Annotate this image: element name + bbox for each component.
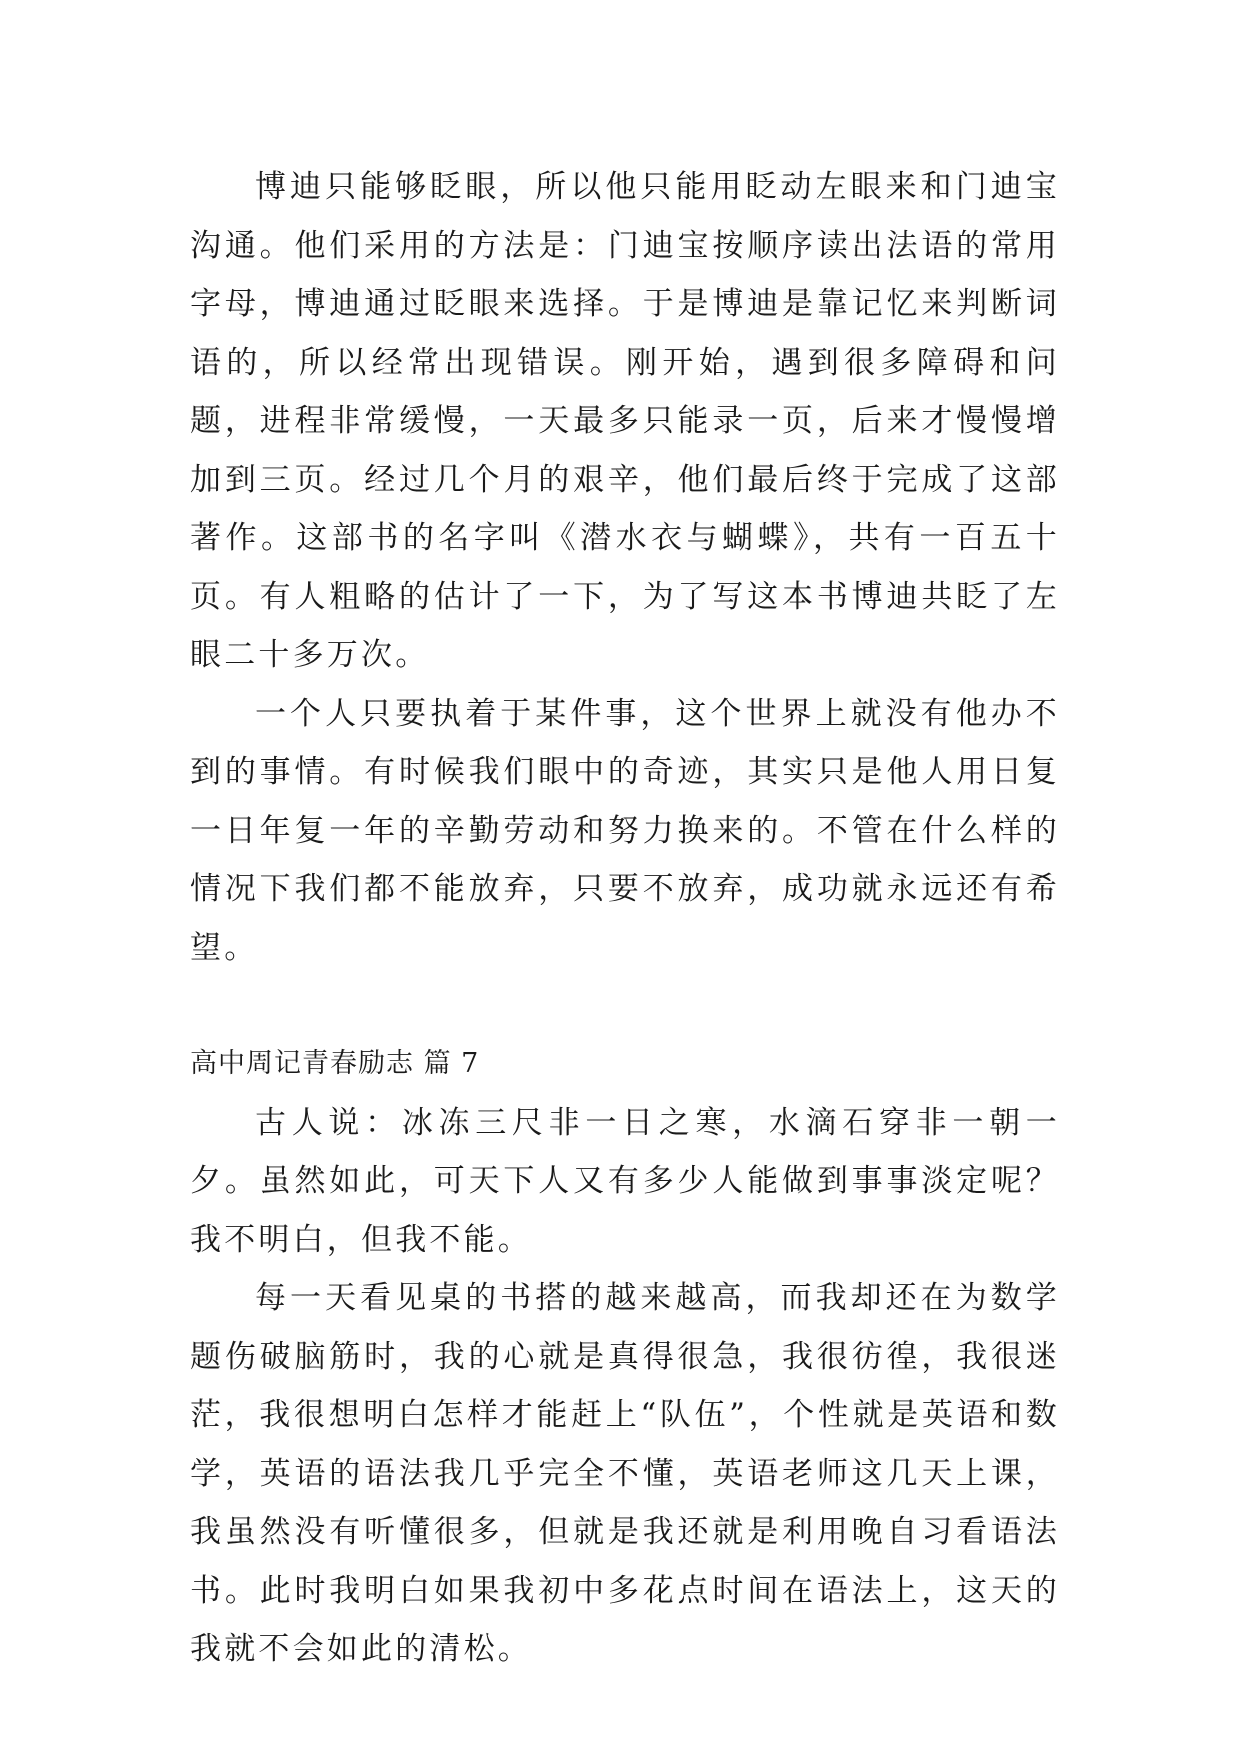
document-body bbox=[190, 158, 1060, 1679]
paragraph-bodi-communication: 博迪只能够眨眼，所以他只能用眨动左眼来和门迪宝沟通。他们采用的方法是：门迪宝按顺序读出法语的常用字母，博迪通过眨眼来选择。于是博迪是靠记忆来判断词语的，所以经常出现错误。刚开始，遇到很多障碍和问题，进程非常缓慢，一天最多只能录一页，后来才慢慢增加到三页。经过几个月的艰辛，他们最后终于完成了这部著作。这部书的名字叫《潜水衣与蝴蝶》，共有一百五十页。有人粗略的估计了一下，为了写这本书博迪共眨了左眼二十多万次。 bbox=[190, 169, 1060, 673]
paragraph-persistence: 一个人只要执着于某件事，这个世界上就没有他办不到的事情。有时候我们眼中的奇迹，其实只是他人用日复一日年复一年的辛勤劳动和努力换来的。不管在什么样的情况下我们都不能放弃，只要不放弃，成功就永远还有希望。 bbox=[190, 695, 1060, 966]
paragraph-study-worries: 每一天看见桌的书搭的越来越高，而我却还在为数学题伤破脑筋时，我的心就是真得很急，我很彷徨，我很迷茫，我很想明白怎样才能赶上“队伍”，个性就是英语和数学，英语的语法我几乎完全不懂，英语老师这几天上课，我虽然没有听懂很多，但就是我还就是利用晚自习看语法书。此时我明白如果我初中多花点时间在语法上，这天的我就不会如此的清松。 bbox=[190, 1280, 1060, 1667]
section-heading: 高中周记青春励志 篇 7 bbox=[190, 1048, 480, 1079]
section-spacer bbox=[190, 977, 1060, 1035]
paragraph-ancient-saying: 古人说：冰冻三尺非一日之寒，水滴石穿非一朝一夕。虽然如此，可天下人又有多少人能做到事事淡定呢？我不明白，但我不能。 bbox=[190, 1104, 1060, 1258]
